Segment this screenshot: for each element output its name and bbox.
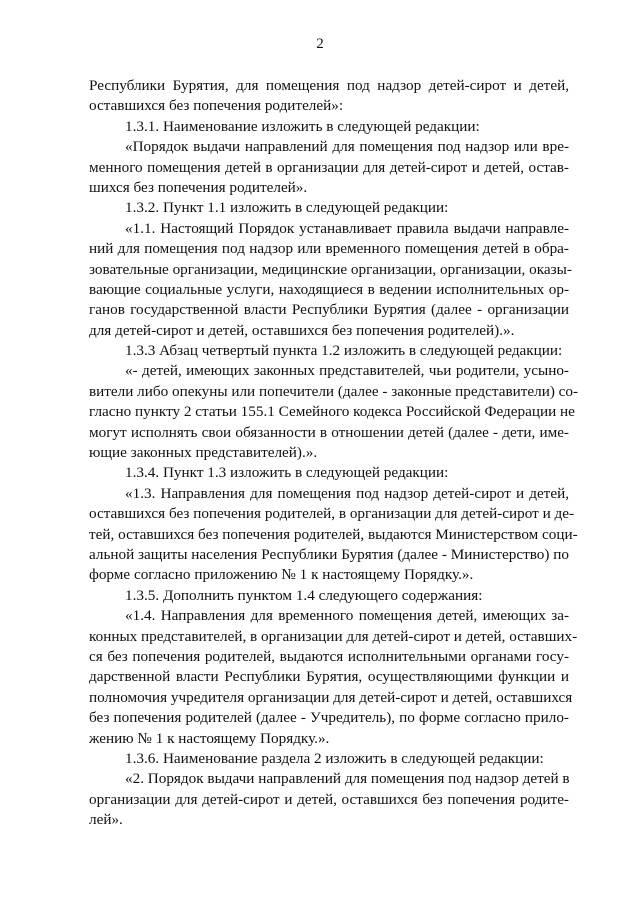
text-line: вающие социальные услуги, находящиеся в ведении исполнительных ор-	[89, 280, 569, 298]
page-number: 2	[316, 36, 324, 52]
text-line: форме согласно приложению № 1 к настоящему Порядку.».	[89, 566, 474, 584]
text-line: менного помещения детей в организации для детей-сирот и детей, остав-	[89, 158, 569, 176]
text-line: конных представителей, в организации для детей-сирот и детей, оставших-	[89, 627, 578, 645]
text-line: 1.3.2. Пункт 1.1 изложить в следующей редакции:	[125, 199, 449, 217]
text-line: ганов государственной власти Республики Бурятия (далее - организации	[89, 301, 569, 319]
text-line: вители либо опекуны или попечители (далее - законные представители) со-	[89, 382, 579, 400]
text-line: полномочия учредителя организации для детей-сирот и детей, оставшихся	[89, 688, 573, 706]
text-line: альной защиты населения Республики Бурятия (далее - Министерство) по	[89, 545, 569, 563]
text-line: тей, оставшихся без попечения родителей, выдаются Министерством соци-	[89, 525, 578, 543]
text-line: шихся без попечения родителей».	[89, 178, 308, 196]
text-line: без попечения родителей (далее - Учредитель), по форме согласно прило-	[89, 709, 569, 727]
text-line: 1.3.4. Пункт 1.3 изложить в следующей редакции:	[125, 464, 449, 482]
text-line: гласно пункту 2 статьи 155.1 Семейного кодекса Российской Федерации не	[89, 403, 575, 421]
text-line: оставшихся без попечения родителей»:	[89, 97, 344, 115]
text-line: ющие законных представителей).».	[89, 444, 318, 462]
text-line: «1.3. Направления для помещения под надзор детей-сирот и детей,	[125, 484, 569, 502]
text-line: ся без попечения родителей, выдаются исполнительными органами госу-	[89, 647, 569, 665]
text-line: ний для помещения под надзор или временного помещения детей в обра-	[89, 240, 569, 258]
text-line: зовательные организации, медицинские организации, организации, оказы-	[89, 260, 572, 278]
text-line: Республики Бурятия, для помещения под надзор детей-сирот и детей,	[89, 77, 569, 94]
text-line: «- детей, имеющих законных представителей, чьи родители, усыно-	[125, 362, 569, 380]
text-line: «Порядок выдачи направлений для помещения под надзор или вре-	[125, 138, 569, 156]
text-line: для детей-сирот и детей, оставшихся без попечения родителей).».	[89, 321, 515, 339]
text-line: 1.3.1. Наименование изложить в следующей редакции:	[125, 117, 480, 135]
text-line: «1.4. Направления для временного помещения детей, имеющих за-	[125, 607, 569, 625]
text-line: 1.3.3 Абзац четвертый пункта 1.2 изложить в следующей редакции:	[125, 342, 563, 360]
text-line: могут исполнять свои обязанности в отношении детей (далее - дети, име-	[89, 423, 569, 441]
text-line: «2. Порядок выдачи направлений для помещения под надзор детей в	[125, 770, 570, 788]
text-line: дарственной власти Республики Бурятия, осуществляющими функции и	[89, 668, 569, 686]
text-line: оставшихся без попечения родителей, в организации для детей-сирот и де-	[89, 505, 575, 523]
text-line: организации для детей-сирот и детей, оставшихся без попечения родите-	[89, 790, 569, 808]
text-line: «1.1. Настоящий Порядок устанавливает правила выдачи направле-	[125, 219, 569, 237]
text-line: лей».	[89, 811, 123, 829]
text-line: 1.3.6. Наименование раздела 2 изложить в следующей редакции:	[125, 749, 544, 767]
text-line: 1.3.5. Дополнить пунктом 1.4 следующего содержания:	[125, 586, 483, 604]
text-line: жению № 1 к настоящему Порядку.».	[89, 729, 330, 747]
document-body	[89, 76, 579, 830]
